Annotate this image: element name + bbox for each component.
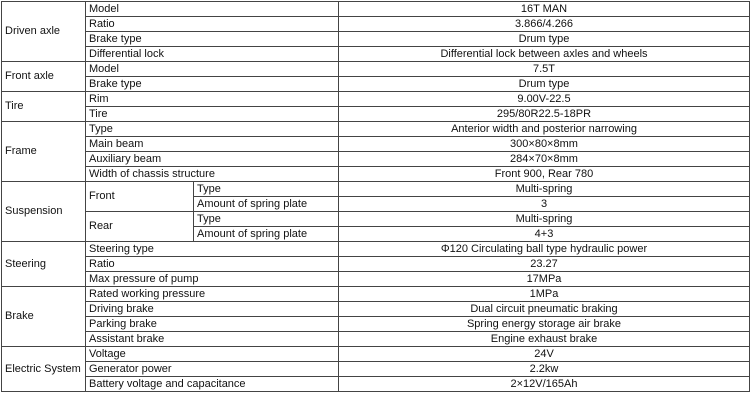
- row-value: Engine exhaust brake: [339, 332, 750, 347]
- group-tire: Tire: [2, 92, 86, 122]
- row-label: Main beam: [86, 137, 339, 152]
- row-value: Multi-spring: [339, 182, 750, 197]
- row-value: Multi-spring: [339, 212, 750, 227]
- table-row: [2, 212, 750, 227]
- table-row: [2, 272, 750, 287]
- row-label: Type: [194, 212, 339, 227]
- table-row: [2, 167, 750, 182]
- row-value: 3.866/4.266: [339, 17, 750, 32]
- row-value: Drum type: [339, 32, 750, 47]
- table-row: [2, 152, 750, 167]
- table-row: [2, 137, 750, 152]
- table-row: [2, 347, 750, 362]
- row-value: 4+3: [339, 227, 750, 242]
- row-value: 23.27: [339, 257, 750, 272]
- row-value: 284×70×8mm: [339, 152, 750, 167]
- row-value: Drum type: [339, 77, 750, 92]
- row-label: Brake type: [86, 77, 339, 92]
- row-label: Generator power: [86, 362, 339, 377]
- row-value: 2×12V/165Ah: [339, 377, 750, 392]
- row-value: Differential lock between axles and wheels: [339, 47, 750, 62]
- group-frame: Frame: [2, 122, 86, 182]
- spec-table: [1, 1, 750, 392]
- table-row: [2, 2, 750, 17]
- table-row: [2, 47, 750, 62]
- row-label: Brake type: [86, 32, 339, 47]
- row-label: Type: [86, 122, 339, 137]
- row-label: Type: [194, 182, 339, 197]
- row-label: Model: [86, 62, 339, 77]
- suspension-rear-label: Rear: [86, 212, 194, 242]
- row-label: Steering type: [86, 242, 339, 257]
- row-value: 2.2kw: [339, 362, 750, 377]
- row-label: Parking brake: [86, 317, 339, 332]
- row-label: Ratio: [86, 257, 339, 272]
- row-label: Differential lock: [86, 47, 339, 62]
- table-row: [2, 287, 750, 302]
- row-value: 1MPa: [339, 287, 750, 302]
- table-row: [2, 257, 750, 272]
- row-label: Amount of spring plate: [194, 227, 339, 242]
- row-label: Amount of spring plate: [194, 197, 339, 212]
- row-label: Max pressure of pump: [86, 272, 339, 287]
- group-steering: Steering: [2, 242, 86, 287]
- table-row: [2, 107, 750, 122]
- row-label: Auxiliary beam: [86, 152, 339, 167]
- row-value: Φ120 Circulating ball type hydraulic power: [339, 242, 750, 257]
- row-value: 300×80×8mm: [339, 137, 750, 152]
- row-label: Rim: [86, 92, 339, 107]
- row-label: Tire: [86, 107, 339, 122]
- group-front-axle: Front axle: [2, 62, 86, 92]
- table-row: [2, 92, 750, 107]
- row-value: Dual circuit pneumatic braking: [339, 302, 750, 317]
- table-row: [2, 377, 750, 392]
- table-row: [2, 77, 750, 92]
- suspension-front-label: Front: [86, 182, 194, 212]
- table-row: [2, 182, 750, 197]
- group-brake: Brake: [2, 287, 86, 347]
- row-label: Rated working pressure: [86, 287, 339, 302]
- row-value: Front 900, Rear 780: [339, 167, 750, 182]
- row-label: Battery voltage and capacitance: [86, 377, 339, 392]
- row-value: 7.5T: [339, 62, 750, 77]
- row-value: 17MPa: [339, 272, 750, 287]
- row-value: 24V: [339, 347, 750, 362]
- row-value: 9.00V-22.5: [339, 92, 750, 107]
- group-driven-axle: Driven axle: [2, 2, 86, 62]
- table-row: [2, 17, 750, 32]
- row-label: Assistant brake: [86, 332, 339, 347]
- group-suspension: Suspension: [2, 182, 86, 242]
- row-label: Width of chassis structure: [86, 167, 339, 182]
- table-row: [2, 362, 750, 377]
- table-row: [2, 317, 750, 332]
- row-value: 295/80R22.5-18PR: [339, 107, 750, 122]
- table-row: [2, 242, 750, 257]
- table-row: [2, 62, 750, 77]
- row-value: 16T MAN: [339, 2, 750, 17]
- row-label: Ratio: [86, 17, 339, 32]
- row-label: Model: [86, 2, 339, 17]
- row-label: Voltage: [86, 347, 339, 362]
- table-row: [2, 302, 750, 317]
- row-value: 3: [339, 197, 750, 212]
- row-label: Driving brake: [86, 302, 339, 317]
- table-row: [2, 122, 750, 137]
- group-electric-system: Electric System: [2, 347, 86, 392]
- table-row: [2, 32, 750, 47]
- table-row: [2, 332, 750, 347]
- row-value: Anterior width and posterior narrowing: [339, 122, 750, 137]
- row-value: Spring energy storage air brake: [339, 317, 750, 332]
